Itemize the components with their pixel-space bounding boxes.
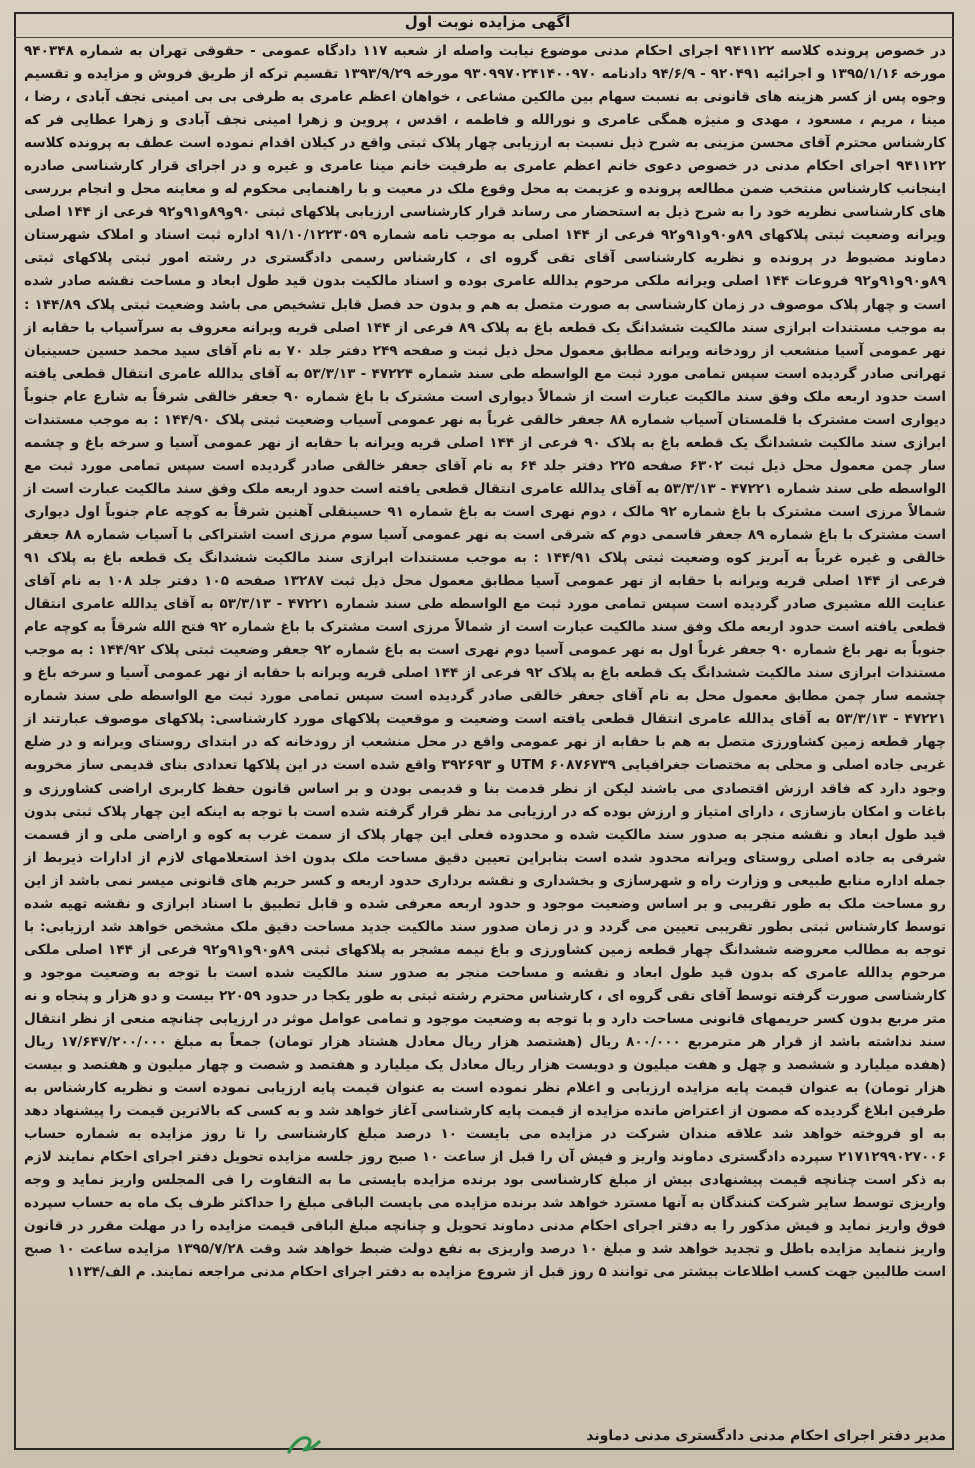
notice-title: آگهی مزایده نوبت اول [404,13,571,31]
notice-signature: مدیر دفتر اجرای احکام مدنی دادگستری مدنی دماوند [586,1428,946,1444]
page-number-stamp [283,1424,323,1458]
notice-body: در خصوص پرونده کلاسه ۹۴۱۱۲۲ اجرای احکام مدنی موضوع نیابت واصله از شعبه ۱۱۷ دادگاه عمومی - حقوقی تهران به شماره ۹۴۰۳۴۸ مورخه ۱۳۹۵/۱/۱۶ و اجرائیه ۹۲۰۴۹۱ - ۹۴/۶/۹ دادنامه ۹۳۰۹۹۷۰۲۴۱۴۰۰۹۷۰ مورخه ۱۳۹۳/۹/۲۹ تقسیم ترکه از طریق فروش و مزایده و تقسیم وجوه پس از کسر هزینه های قانونی به نسبت سهام بین مالکین مشاعی ، خواهان اعظم عامری به طرفی بی بی امینی نجف آبادی ، رضا ، مینا ، مریم ، مسعود ، مهدی و منیژه همگی عامری و نورالله و فاطمه ، اقدس ، پروین و زهرا امینی نجف آبادی و زهرا عطایی فر که کارشناس محترم آقای محسن مزینی به شرح ذیل نسبت به ارزیابی چهار پلاک ثبتی واقع در کیلان اقدام نموده است عطف به پرونده کلاسه ۹۴۱۱۲۲ اجرای احکام مدنی در خصوص دعوی خانم اعظم عامری به طرفیت خانم مینا عامری و غیره و در اجرای قرار کارشناسی صادره اینجانب کارشناس منتخب ضمن مطالعه پرونده و عزیمت به محل وقوع ملک در معیت و با راهنمایی محکوم له و معاینه محل و انجام بررسی های کارشناسی نظریه خود را به شرح ذیل به استحضار می رساند قرار کارشناسی ارزیابی پلاکهای ثبتی ۹۰و۸۹و۹۱و۹۲ فرعی از ۱۴۴ اصلی ویرانه وضعیت ثبتی پلاکهای ۸۹و۹۰و۹۱و۹۲ فرعی از ۱۴۴ اصلی به موجب نامه شماره ۹۱/۱۰/۱۲۲۳۰۵۹ اداره ثبت اسناد و املاک شهرستان دماوند مضبوط در پرونده و نظریه کارشناسی آقای تقی گروه ای ، کارشناس رسمی دادگستری در رشته امور ثبتی پلاکهای ثبتی ۸۹و۹۰و۹۱و۹۲ فروعات ۱۴۴ اصلی ویرانه ملکی مرحوم یدالله عامری بوده و اسناد مالکیت بدون قید طول ابعاد و مساحت نقشه صادر شده است و چهار پلاک موصوف در زمان کارشناسی به صورت متصل به هم و بدون حد فصل قابل تشخیص می باشد وضعیت ثبتی پلاک ۱۴۴/۸۹ : به موجب مستندات ابرازی سند مالکیت ششدانگ یک قطعه باغ به پلاک ۸۹ فرعی از ۱۴۴ اصلی قریه ویرانه معروف به سرآسیاب با حقابه از نهر عمومی آسیا منشعب از رودخانه ویرانه مطابق معمول محل ذیل ثبت و صفحه ۲۴۹ دفتر جلد ۷۰ به نام آقای سید محمد حسین حسینیان تهرانی صادر گردیده است سپس تمامی مورد ثبت مع الواسطه طی سند شماره ۴۷۲۲۴ - ۵۳/۳/۱۳ به آقای یدالله عامری انتقال قطعی یافته است حدود اربعه ملک وفق سند مالکیت عبارت است از شمالاً دیواری است مشترک با باغ شماره ۹۰ جعفر خالقی شرقاً به شارع عام جنوباً دیواری است مشترک با قلمستان آسیاب شماره ۸۸ جعفر خالقی غرباً به نهر عمومی آسیاب وضعیت ثبتی پلاک ۱۴۴/۹۰ : به موجب مستندات ابرازی سند مالکیت ششدانگ یک قطعه باغ به پلاک ۹۰ فرعی از ۱۴۴ اصلی قریه ویرانه با حقابه از نهر عمومی آسیا و سرخه باغ و چشمه سار چمن معمول محل ذیل ثبت ۶۳۰۲ صفحه ۲۲۵ دفتر جلد ۶۴ به نام آقای جعفر خالقی صادر گردیده است سپس تمامی مورد ثبت مع الواسطه طی سند شماره ۴۷۲۲۱ - ۵۳/۳/۱۳ به آقای یدالله عامری انتقال قطعی یافته است حدود اربعه ملک وفق سند مالکیت عبارت است از شمالاً مرزی است مشترک با باغ شماره ۹۲ مالک ، دوم نهری است به باغ شماره ۹۱ حسینقلی آهنین شرقاً به کوچه عام جنوباً اول دیواری است مشترک با باغ شماره ۸۹ جعفر قاسمی دوم که شرقی است به نهر عمومی آسیا سوم مرزی است اشتراکی با آسیاب شماره ۸۸ جعفر خالقی و غیره غرباً به آبریز کوه وضعیت ثبتی پلاک ۱۴۴/۹۱ : به موجب مستندات ابرازی سند مالکیت ششدانگ یک قطعه باغ به پلاک ۹۱ فرعی از ۱۴۴ اصلی قریه ویرانه با حقابه از نهر عمومی آسیا مطابق معمول محل ذیل ثبت ۱۳۲۸۷ صفحه ۱۰۵ دفتر جلد ۱۰۸ به نام آقای عنایت الله مشیری صادر گردیده است سپس تمامی مورد ثبت مع الواسطه طی سند شماره ۴۷۲۲۱ - ۵۳/۳/۱۳ به آقای یدالله عامری انتقال قطعی یافته است حدود اربعه ملک وفق سند مالکیت عبارت است از شمالاً مرزی است مشترک با باغ شماره ۹۲ فتح الله شرقاً به کوچه عام جنوباً به نهر باغ شماره ۹۰ جعفر غرباً اول به نهر عمومی آسیا دوم نهری است به باغ شماره ۹۲ جعفر وضعیت ثبتی پلاک ۱۴۴/۹۲ : به موجب مستندات ابرازی سند مالکیت ششدانگ یک قطعه باغ به پلاک ۹۲ فرعی از ۱۴۴ اصلی قریه ویرانه با حقابه از نهر عمومی آسیا و سرخه باغ و چشمه سار چمن مطابق معمول محل به نام آقای جعفر خالقی صادر گردیده است سپس تمامی مورد ثبت مع الواسطه طی سند شماره ۴۷۲۲۱ - ۵۳/۳/۱۳ به آقای یدالله عامری انتقال قطعی یافته است وضعیت و موقعیت پلاکهای مورد کارشناسی: پلاکهای موصوف عبارتند از چهار قطعه زمین کشاورزی متصل به هم با حقابه از نهر عمومی واقع در محل منشعب از رودخانه که در ابتدای روستای ویرانه و در ضلع غربی جاده اصلی و محلی به مختصات جغرافیایی UTM ۶۰۸۷۶۷۳۹ و ۳۹۲۶۹۳ واقع شده است در این پلاکها تعدادی بنای قدیمی ساز مخروبه وجود دارد که فاقد ارزش اقتصادی می باشند لیکن از نظر قدمت بنا و قدیمی بودن و بر اساس قانون حفظ کاربری اراضی کشاورزی و باغات و امکان بازسازی ، دارای امتیاز و ارزش بوده که در ارزیابی مد نظر قرار گرفته شده است با توجه به اینکه این چهار پلاک ثبتی بدون قید طول ابعاد و نقشه منجر به صدور سند مالکیت شده و محدوده فعلی این چهار پلاک از سمت غرب به کوه و اراضی ملی و از قسمت شرقی به جاده اصلی روستای ویرانه محدود شده است بنابراین تعیین دقیق مساحت ملک بدون اخذ استعلامهای لازم از ادارات ذیربط از جمله اداره منابع طبیعی و وزارت راه و شهرسازی و بخشداری و نقشه برداری حدود اربعه و کسر حریم های قانونی میسر نمی باشد از این رو مساحت ملک به طور تقریبی و بر اساس وضعیت موجود و حدود اربعه معرفی شده و قابل تطبیق با اسناد ابرازی و نقشه تهیه شده توسط کارشناس ثبتی بطور تقریبی تعیین می گردد و در زمان صدور سند مالکیت جدید مساحت دقیق ملک مشخص خواهد شد ارزیابی: با توجه به مطالب معروضه ششدانگ چهار قطعه زمین کشاورزی و باغ نیمه مشجر به پلاکهای ثبتی ۸۹و۹۰و۹۱و۹۲ فرعی از ۱۴۴ اصلی ملکی مرحوم یدالله عامری که بدون قید طول ابعاد و نقشه و مساحت منجر به صدور سند مالکیت شده است با توجه به وضعیت موجود و کارشناسی صورت گرفته توسط آقای تقی گروه ای ، کارشناس محترم رشته ثبتی به طور یکجا در حدود ۲۲۰۵۹ بیست و دو هزار و پنجاه و نه متر مربع بدون کسر حریمهای قانونی مساحت دارد و با توجه به وضعیت موجود و تمامی عوامل موثر در ارزیابی چنانچه منعی از نظر انتقال سند نداشته باشد از قرار هر مترمربع ۸۰۰/۰۰۰ ریال (هشتصد هزار ریال معادل هشتاد هزار تومان) جمعاً به مبلغ ۱۷/۶۴۷/۲۰۰/۰۰۰ ریال (هفده میلیارد و ششصد و چهل و هفت میلیون و دویست هزار ریال معادل یک میلیارد و هفتصد و شصت و چهار میلیون و هفتصد و بیست هزار تومان) به عنوان قیمت پایه مزایده ارزیابی و اعلام نظر نموده است به عنوان قیمت پایه ارزیابی نموده است و نظریه کارشناس به طرفین ابلاغ گردیده که مصون از اعتراض مانده مزایده از قیمت پایه کارشناسی آغاز خواهد شد و به کسی که بالاترین قیمت را پیشنهاد دهد به او فروخته خواهد شد علاقه مندان شرکت در مزایده می بایست ۱۰ درصد مبلغ کارشناسی را تا روز مزایده به شماره حساب ۲۱۷۱۲۹۹۰۲۷۰۰۶ سپرده دادگستری دماوند واریز و فیش آن را قبل از ساعت ۱۰ صبح روز جلسه مزایده تحویل دفتر اجرای احکام نمایند لازم به ذکر است چنانچه قیمت پیشنهادی بیش از مبلغ کارشناسی بود برنده مزایده بایستی ما به التفاوت را فی المجلس واریز نماید و وجه واریزی توسط سایر شرکت کنندگان به آنها مسترد خواهد شد برنده مزایده می بایست الباقی مبلغ را حداکثر ظرف یک ماه به حساب سپرده فوق واریز نماید و فیش مذکور را به دفتر اجرای احکام مدنی دماوند تحویل و چنانچه مبلغ الباقی قیمت مزایده را در مهلت مقرر در قانون واریز ننماید مزایده باطل و تجدید خواهد شد و مبلغ ۱۰ درصد واریزی به نفع دولت ضبط خواهد شد وقت ۱۳۹۵/۷/۲۸ مزایده ساعت ۱۰ صبح است طالبین جهت کسب اطلاعات بیشتر می توانند ۵ روز قبل از شروع مزایده به دفتر اجرای احکام مدنی مراجعه نمایند. م الف/۱۱۳۴ [24,43,947,1281]
